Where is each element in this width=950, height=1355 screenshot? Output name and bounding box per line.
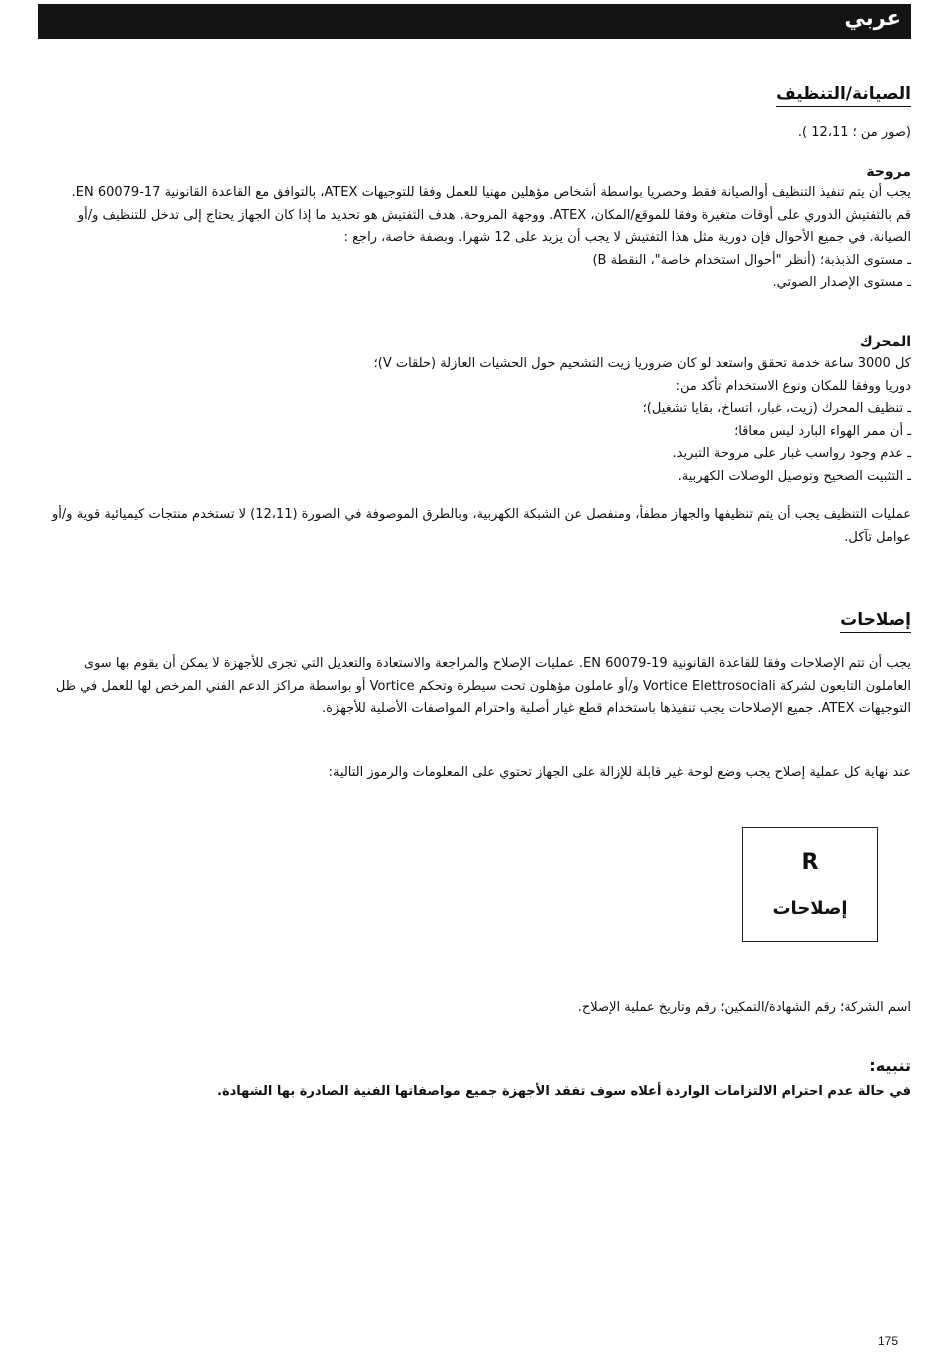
maintenance-title: الصيانة/التنظيف [776,84,911,107]
repair-plate [742,827,878,942]
repair-plate-letter: R [801,850,819,875]
header-bar [38,4,911,39]
warning-title: تنبيه: [869,1056,911,1075]
motor-title: المحرك [859,334,911,350]
repairs-paragraph: يجب أن تتم الإصلاحات وفقا للقاعدة القانونية EN 60079-19. عمليات الإصلاح والمراجعة والاستعادة والتعديل التي تجرى للأجهزة لا يمكن أن يقوم بها سوى العاملون التابعون لشركة Vortice Elettrosociali و/أو عاملون مؤهلون تحت سيطرة وتحكم Vortice أو بواسطة مراكز الدعم الفني المرخص لها للعمل في ظل التوجيهات ATEX. جميع الإصلاحات يجب تنفيذها باستخدام قطع غيار أصلية واحترام المواصفات الأصلية للأجهزة. [55,656,911,716]
fan-paragraph-2: قم بالتفتيش الدوري على أوقات متغيرة وفقا للموقع/المكان، ATEX. ووجهة المروحة. هدف التفتيش هو تحديد ما إذا كان الجهاز يحتاج إلى تدخل للتنظيف و/أو الصيانة. في جميع الأحوال فإن دورية مثل هذا التفتيش لا يجب أن يزيد على 12 شهرا. وبصفة خاصة، راجع : [77,207,911,245]
repair-plate-word: إصلاحات [772,898,848,919]
fan-text [38,182,911,295]
repairs-title: إصلاحات [840,610,911,633]
motor-bullet-1: ـ تنظيف المحرك (زيت، غبار، اتساخ، بقايا تشغيل)؛ [642,401,911,416]
language-label: عربي [844,6,901,30]
motor-bullet-2: ـ أن ممر الهواء البارد ليس معاقا؛ [734,423,911,439]
fan-title: مروحة [866,164,911,180]
plate-info: اسم الشركة؛ رقم الشهادة/التمكين؛ رقم وتاريخ عملية الإصلاح. [577,1000,911,1015]
warning-text: في حالة عدم احترام الالتزامات الواردة أعلاه سوف تفقد الأجهزة جميع مواصفاتها الفنية الصادرة بها الشهادة. [217,1084,911,1099]
motor-bullet-3: ـ عدم وجود رواسب غبار على مروحة التبريد. [672,446,911,461]
motor-text [38,353,911,488]
plate-intro: عند نهاية كل عملية إصلاح يجب وضع لوحة غير قابلة للإزالة على الجهاز تحتوي على المعلومات والرموز التالية: [328,765,911,780]
fan-paragraph-1: يجب أن يتم تنفيذ التنظيف أوالصيانة فقط وحصريا بواسطة أشخاص مؤهلين مهنيا للعمل وفقا للتوجيهات ATEX، بالتوافق مع القاعدة القانونية EN 60079-17. [71,185,911,200]
fan-bullet-2: ـ مستوى الإصدار الصوتي. [772,275,911,290]
motor-line-2: دوريا ووفقا للمكان ونوع الاستخدام تأكد من: [675,378,911,394]
motor-line-1: كل 3000 ساعة خدمة تحقق واستعد لو كان ضروريا زيت التشحيم حول الحشيات العازلة (حلقات V)؛ [373,356,911,371]
fan-bullet-1: ـ مستوى الذبذبة؛ (أنظر "أحوال استخدام خاصة"، النقطة B) [592,252,911,268]
cleaning-note: عمليات التنظيف يجب أن يتم تنظيفها والجهاز مطفأ، ومنفصل عن الشبكة الكهربية، وبالطرق الموصوفة في الصورة (12،11) لا تستخدم منتجات كيميائية قوية و/أو عوامل تآكل. [52,507,911,545]
page-number: 175 [878,1334,899,1348]
figure-reference: (صور من ؛ 12،11 ). [797,125,911,140]
motor-bullet-4: ـ التثبيت الصحيح وتوصيل الوصلات الكهربية. [677,468,911,484]
